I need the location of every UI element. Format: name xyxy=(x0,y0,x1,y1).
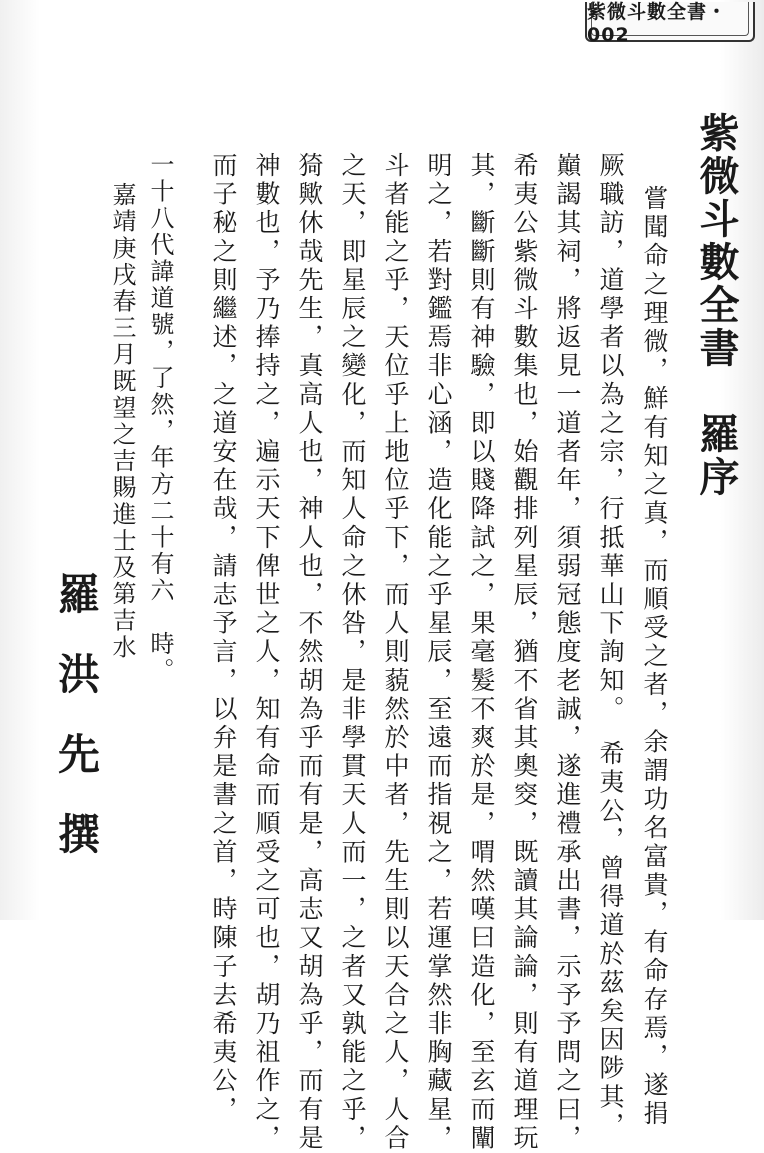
body-column-8: 之天，即星辰之變化，而知人命之休咎，是非學貫天人而一，之者又孰能之乎， xyxy=(338,152,367,1153)
body-column-7: 斗者能之乎，天位乎上地位乎下，而人則藐然於中者，先生則以天合之人，人合 xyxy=(381,152,410,1153)
body-column-5: 其，斷斷則有神驗，即以賤降試之，果毫髮不爽於是，喟然嘆曰造化，至玄而闡 xyxy=(467,152,496,1153)
generation-line: 一十八代諱道號，了然，年方二十有六 時。 xyxy=(146,152,174,684)
body-column-3: 巔謁其祠，將返見一道者年，須弱冠態度老誠，遂進禮承出書，示予予問之曰， xyxy=(553,152,582,1153)
body-column-1: 嘗聞命之理微，鮮有知之真，而順受之者，余謂功名富貴，有命存焉，遂捐 xyxy=(640,185,669,1129)
body-column-11: 而子秘之則繼述，之道安在哉，請志予言，以弁是書之首，時陳子去希夷公， xyxy=(209,152,238,1125)
body-column-4: 希夷公紫微斗數集也，始觀排列星辰，猶不省其奧窔，既讀其論論，則有道理玩 xyxy=(510,152,539,1153)
body-column-6: 明之，若對鑑焉非心涵，造化能之乎星辰，至遠而指視之，若運掌然非胸藏星， xyxy=(424,152,453,1153)
author-signature: 羅洪先撰 xyxy=(52,572,101,892)
body-column-9: 猗歟休哉先生，真高人也，神人也，不然胡為乎而有是，高志又胡為乎，而有是 xyxy=(295,152,324,1153)
page-title: 紫微斗數全書 羅序 xyxy=(693,112,740,499)
body-column-10: 神數也，予乃捧持之，遍示天下俾世之人，知有命而順受之可也，胡乃祖作之， xyxy=(252,152,281,1153)
body-column-2: 厥職訪，道學者以為之宗，行抵華山下詢知。 希夷公，曾得道於茲矣因陟其， xyxy=(596,152,625,1141)
page-label: 紫微斗數全書・002 xyxy=(587,0,728,46)
page-number-tab xyxy=(585,0,755,46)
date-line: 嘉靖庚戌春三月既望之吉賜進士及第吉水 xyxy=(108,182,136,661)
